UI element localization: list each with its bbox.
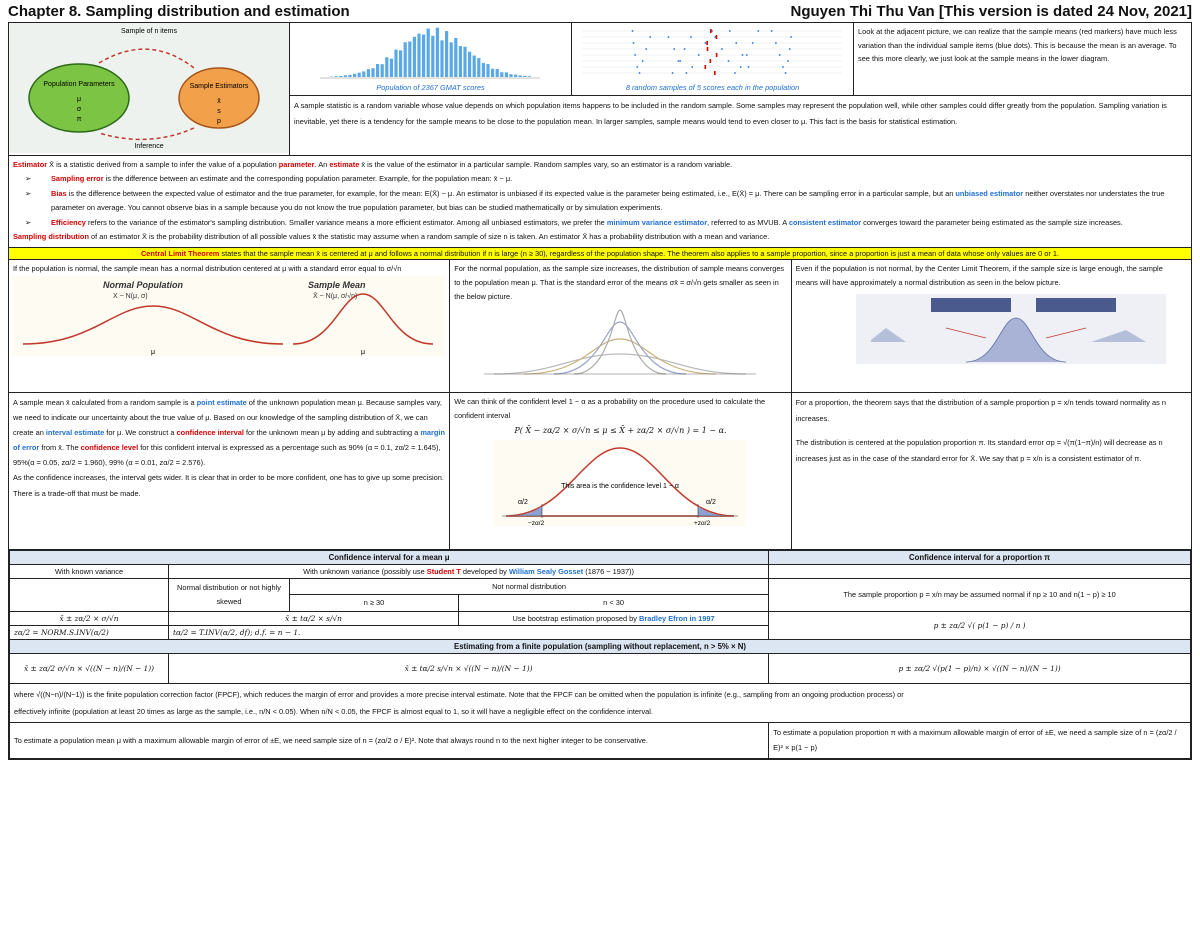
page <box>8 0 1192 760</box>
sample-means-note: Look at the adjacent picture, we can realize that the sample means (red markers) have much less variation than the individual sample items (blue dots). This is because the mean is an average. To see this more clearly, we just look at the sample means in the lower diagram. <box>858 27 1177 64</box>
histogram-bar <box>528 76 531 77</box>
histogram-bar <box>509 74 512 77</box>
sample-size-mean: To estimate a population mean μ with a maximum allowable margin of error of ±E, we need sample size of n = (zα/2 σ / E)². Note that always round n to the next higher integer to be conservative. <box>10 722 769 758</box>
histogram-bar <box>358 73 361 77</box>
gosset-term: William Sealy Gosset <box>508 566 584 576</box>
histogram-bar <box>404 42 407 77</box>
ci-row <box>9 393 1191 550</box>
histogram-bar <box>335 76 338 77</box>
t-formula: x̄ ± tα/2 × s/√n <box>169 611 459 625</box>
sigma-symbol: σ <box>76 106 82 113</box>
bootstrap-note: Use bootstrap estimation proposed by Bradley Efron in 1997 <box>459 611 769 625</box>
ci-proportion-col <box>792 393 1191 549</box>
histogram-bar <box>436 28 439 77</box>
n-lt-30-header: n < 30 <box>459 595 769 612</box>
nonnormal-to-normal-chart <box>796 290 1186 366</box>
sample-dot <box>686 72 688 74</box>
estimator-term: Estimator <box>13 160 48 169</box>
sample-dot <box>771 30 773 32</box>
sample-dot <box>698 54 700 56</box>
sample-dot <box>678 60 680 62</box>
sample-mean-marker <box>716 53 718 57</box>
histogram-bar <box>450 42 453 77</box>
histogram-bar <box>362 71 365 77</box>
sample-dot <box>746 54 748 56</box>
clt-banner <box>9 248 1191 260</box>
histogram-bar <box>348 75 351 77</box>
sample-dot <box>690 36 692 38</box>
samples-caption: 8 random samples of 5 scores each in the population <box>625 83 800 92</box>
ci-probability-col <box>450 393 791 549</box>
samples-dot-plot <box>572 23 852 81</box>
sample-of-label: Sample of n items <box>120 28 178 35</box>
margin-of-error-term: margin of error <box>13 427 445 453</box>
estimator-properties-list <box>13 172 1187 230</box>
histogram-bar <box>514 75 517 77</box>
sample-dot <box>789 48 791 50</box>
histogram-bar <box>399 50 402 77</box>
histogram-bar <box>427 29 430 77</box>
estimator-text: Estimator X̄ is a statistic derived from a sample to infer the value of a population parameter. An estimate x̄ is the value of the estimator in a particular sample. Random samples vary, so an estimator is a random variable. ➢ Sampling error is the difference between an estimate and the corresponding population parameter. Example, for the population mean: x̄ − μ. ➢ Bias is the difference between the expected value of estimator and the true parameter, for example, for the mean: E(X̄) − μ. An estimator is unbiased if its expected value is the parameter being estimated, i.e., E(X̄) = μ. There can be sampling error in a particular sample, but an unbiased estimator neither overstates nor understates the true parameter on average. You cannot observe bias in a sample because you do not know the true population parameter, but bias can be studied mathematically or by simulation experiments. ➢ Efficiency refers to the variance of the estimator's sampling distribution. Smaller variance means a more efficient estimator. Among all unbiased estimators, we prefer the minimum variance estimator, referred to as MVUB. A consistent estimator converges toward the parameter being estimated as the sample size increases. Sampling distribution of an estimator X̄ is the probability distribution of all possible values x̄ the statistic may assume when a random sample of size n is taken. An estimator X̄ has a probability distribution with a mean and variance. <box>9 156 1191 247</box>
clt-convergence-text: For the normal population, as the sample size increases, the distribution of sample means converges to the population mean μ. That is the standard error of the means σx̄ = σ/√n gets smaller as seen in the below picture. <box>454 263 785 301</box>
confidence-interval-term: confidence interval <box>176 427 244 437</box>
sample-dot <box>735 42 737 44</box>
sampling-error-item: ➢ Sampling error is the difference between an estimate and the corresponding population parameter. Example, for the population mean: x̄ − μ. <box>25 172 1187 186</box>
histogram-bar <box>344 75 347 77</box>
area-label: This area is the confidence level 1 − α <box>561 482 680 490</box>
mv-estimator-term: minimum variance estimator <box>606 217 708 227</box>
finite-population-header: Estimating from a finite population (sampling without replacement, n > 5% × N) <box>10 639 1191 653</box>
sample-dot <box>704 42 706 44</box>
bias-term: Bias <box>51 188 67 198</box>
proportion-normality-text: For a proportion, the theorem says that the distribution of a sample proportion p = x/n tends toward normality as n increases. <box>795 397 1167 423</box>
histogram-bar <box>353 74 356 77</box>
histogram-bar <box>431 36 434 77</box>
efficiency-item: ➢ Efficiency refers to the variance of the estimator's sampling distribution. Smaller variance means a more efficient estimator. Among all unbiased estimators, we prefer the minimum variance estimator, referred to as MVUB. A consistent estimator converges toward the parameter being estimated as the sample size increases. <box>25 216 1187 230</box>
unbiased-estimator-term: unbiased estimator <box>955 188 1024 198</box>
sample-dot <box>782 66 784 68</box>
confidence-level-chart <box>454 438 786 528</box>
n-ge-30-header: n ≥ 30 <box>290 595 459 612</box>
sample-mean-marker <box>710 29 712 33</box>
histogram-bar <box>505 72 508 77</box>
histogram-bar <box>376 64 379 77</box>
sample-dot <box>649 36 651 38</box>
top-right <box>290 23 1192 155</box>
sample-mean-marker <box>704 65 706 69</box>
student-t-term: Student T <box>426 566 461 576</box>
sample-mean-sub: X̄ ~ N(μ, σ/√n) <box>313 292 358 300</box>
histogram-bar <box>390 59 393 77</box>
population-label: Population Parameters <box>43 81 115 88</box>
unknown-variance-header: With unknown variance (possibly use Student T developed by William Sealy Gosset (1876 − 1937)) <box>169 564 769 578</box>
sampling-distribution-term: Sampling distribution <box>13 232 89 242</box>
known-variance-header: With known variance <box>10 564 169 578</box>
clt-normal-text: If the population is normal, the sample mean has a normal distribution centered at μ with a standard error equal to σ/√n <box>13 263 402 273</box>
sample-mean-marker <box>706 41 708 45</box>
normal-population-label: Normal Population <box>103 279 184 290</box>
histogram-bar <box>482 63 485 77</box>
inference-label: Inference <box>134 143 164 150</box>
sample-dot <box>636 66 638 68</box>
histogram-bar <box>413 37 416 77</box>
clt-nonnormal-text: Even if the population is not normal, by the Center Limit Theorem, if the sample size is large enough, the sample means will have approximately a normal distribution as seen in the below picture. <box>795 263 1163 287</box>
histogram-bar <box>496 69 499 77</box>
proportion-formula: p ± zα/2 √( p(1 − p) / n ) <box>769 611 1191 639</box>
z-left-label: −zα/2 <box>528 519 545 527</box>
sample-dot <box>668 36 670 38</box>
alpha-left-label: α/2 <box>518 498 529 506</box>
histogram-bar <box>394 50 397 77</box>
histogram-bar <box>417 34 420 77</box>
gmat-histogram-svg <box>290 23 570 81</box>
sample-dot <box>634 54 636 56</box>
estimate-term: estimate <box>329 160 360 169</box>
tradeoff-note: As the confidence increases, the interval gets wider. It is clear that in order to be more confident, one has to give up some precision. There is a trade-off that must be made. <box>13 473 444 498</box>
histogram-bar <box>491 69 494 77</box>
estimator-block <box>9 156 1191 248</box>
pi-symbol: π <box>76 116 82 123</box>
sample-size-proportion: To estimate a population proportion π with a maximum allowable margin of error of ±E, we need a sample size of n = (zα/2 / E)² × p(1 − p) <box>769 722 1191 758</box>
sample-dot <box>790 36 792 38</box>
sample-dot <box>734 72 736 74</box>
ci-formula-table <box>9 550 1191 759</box>
histogram-bar <box>381 64 384 77</box>
histogram-bar <box>422 34 425 77</box>
sample-dot <box>752 42 754 44</box>
histogram-bar <box>523 76 526 77</box>
sample-dot <box>642 60 644 62</box>
top-right-upper <box>290 23 1192 96</box>
normal-vs-sample-mean-chart <box>13 276 445 356</box>
sample-dot <box>775 42 777 44</box>
estimator-def: X̄ is a statistic derived from a sample to infer the value of a population <box>47 160 279 169</box>
sample-mean-marker <box>714 71 716 75</box>
t-definition: tα/2 = T.INV(α/2, df); d.f. = n − 1. <box>169 625 769 639</box>
normal-dist-header: Normal distribution or not highly skewed <box>169 578 290 611</box>
sample-dot <box>691 66 693 68</box>
proportion-ci-header: Confidence interval for a proportion π <box>769 550 1191 564</box>
histogram-bar <box>463 47 466 77</box>
sample-mean-marker <box>716 35 718 39</box>
clt-convergence-col <box>450 260 791 392</box>
sampling-error-term: Sampling error <box>51 174 104 184</box>
sample-dot <box>728 60 730 62</box>
finite-known-formula: x̄ ± zα/2 σ/√n × √((N − n)/(N − 1)) <box>10 653 169 683</box>
z-definition: zα/2 = NORM.S.INV(α/2) <box>10 625 169 639</box>
clt-normal-col <box>9 260 450 392</box>
inference-diagram <box>9 23 290 155</box>
sample-mean-marker <box>710 59 712 63</box>
fpcf-note: where √((N−n)/(N−1)) is the finite population correction factor (FPCF), which reduces the margin of error and provides a more precise interval estimate. Note that the FPCF can be omitted when the population is infinite (e.g., sampling from an ongoing production process) or effectively infinite (population at least 20 times as large as the sample, i.e., n/N < 0.05). When n/N < 0.05, the FPCF is almost equal to 1, so it will have a negligible effect on the confidence interval. <box>10 683 1191 722</box>
histogram-bar <box>468 52 471 77</box>
sample-dot <box>645 48 647 50</box>
sample-mean-label: Sample Mean <box>308 279 366 290</box>
not-normal-header: Not normal distribution <box>290 578 769 595</box>
parameter-term: parameter <box>278 160 315 169</box>
known-variance-formula: x̄ ± zα/2 × σ/√n <box>10 611 169 625</box>
histogram-bar <box>339 76 342 77</box>
sample-dot <box>740 66 742 68</box>
sample-dot <box>672 72 674 74</box>
alpha-right-label: α/2 <box>706 498 717 506</box>
s-symbol: s <box>217 108 221 115</box>
efron-term: Bradley Efron in 1997 <box>639 613 715 623</box>
histogram-bar <box>371 68 374 77</box>
histogram-bar <box>454 38 457 77</box>
histogram-bar <box>408 41 411 77</box>
sample-label: Sample Estimators <box>189 83 249 90</box>
clt-term: Central Limit Theorem <box>140 248 220 258</box>
efficiency-term: Efficiency <box>51 217 86 227</box>
sample-dot <box>742 54 744 56</box>
inference-cycle-illustration <box>9 23 289 153</box>
mu-symbol: μ <box>76 96 82 103</box>
sample-dot <box>673 48 675 50</box>
histogram-bar <box>367 69 370 77</box>
ci-probability-text: We can think of the confident level 1 − α as a probability on the procedure used to calculate the confident interval <box>454 396 766 420</box>
histogram-bar <box>473 56 476 77</box>
clt-text: states that the sample mean x̄ is centered at μ and follows a normal distribution if n is large (n ≥ 30), regardless of the population shape. The theorem also applies to a sample proportion, since a proportion is just a mean of data whose only values are 0 or 1. <box>219 248 1060 258</box>
histogram-bar <box>500 72 503 77</box>
title-bar <box>8 0 1192 22</box>
sample-dot <box>787 60 789 62</box>
histogram-caption: Population of 2367 GMAT scores <box>376 83 485 92</box>
converging-curves-chart <box>454 304 786 380</box>
sample-dot <box>757 30 759 32</box>
sample-dot <box>639 72 641 74</box>
sample-mean-marker <box>707 47 709 51</box>
page-title: Chapter 8. Sampling distribution and estimation <box>8 2 350 20</box>
sample-statistic-note: A sample statistic is a random variable whose value depends on which population items happens to be included in the random sample. Some samples may represent the population well, while other samples could differ greatly from the population. Sampling variation is inevitable, yet there is a tendency for the sample means to be close to the population mean. In larger samples, sample means would tend to even closer to μ. This fact is the basis for statistical estimation. <box>294 101 1167 126</box>
proportion-condition: The sample proportion p = x/n may be assumed normal if np ≥ 10 and n(1 − p) ≥ 10 <box>769 578 1191 611</box>
proportion-se-text: The distribution is centered at the population proportion π. Its standard error σp = √(π(1−π)/n) will decrease as n increases just as in the case of the standard error for X̄. We say that p = x/n is a consistent estimator of π. <box>795 438 1163 464</box>
sample-dot <box>684 48 686 50</box>
clt-row <box>9 260 1191 393</box>
finite-proportion-formula: p ± zα/2 √(p(1 − p)/n) × √((N − n)/(N − 1)) <box>769 653 1191 683</box>
histogram-bar <box>445 31 448 77</box>
sample-dot <box>729 30 731 32</box>
sample-dot <box>632 30 634 32</box>
cheat-sheet <box>8 22 1192 760</box>
histogram-bar <box>519 75 522 77</box>
z-right-label: +zα/2 <box>694 519 711 527</box>
clt-nonnormal-col <box>792 260 1191 392</box>
sample-dot <box>679 60 681 62</box>
author-line: Nguyen Thi Thu Van [This version is dated 24 Nov, 2021] <box>790 2 1192 20</box>
mean-ci-header: Confidence interval for a mean μ <box>10 550 769 564</box>
finite-t-formula: x̄ ± tα/2 s/√n × √((N − n)/(N − 1)) <box>169 653 769 683</box>
p-symbol: p <box>217 118 221 125</box>
sample-dot <box>721 48 723 50</box>
interval-estimate-term: interval estimate <box>45 427 105 437</box>
ci-explanation-col: A sample mean x̄ calculated from a random sample is a point estimate of the unknown population mean μ. Because samples vary, we need to indicate our uncertainty about the true value of μ. Based on our knowledge of the sampling distribution of X̄, we can create an interval estimate for μ. We construct a confidence interval for the unknown mean μ by adding and subtracting a margin of error from x̄. The confidence level for this confident interval is expressed as a percentage such as 90% (α = 0.1, zα/2 = 1.645), 95%(α = 0.05, zα/2 = 1.960), 99% (α = 0.01, zα/2 = 2.576). As the confidence increases, the interval gets wider. It is clear that in order to be more confident, one has to give up some precision. There is a trade-off that must be made. <box>9 393 450 549</box>
mu-label-right: μ <box>360 348 366 356</box>
ci-probability-formula: P( X̄ − zα/2 × σ/√n ≤ μ ≤ X̄ + zα/2 × σ/√n ) = 1 − α. <box>514 425 727 435</box>
sample-dot <box>633 42 635 44</box>
mu-label-left: μ <box>150 348 156 356</box>
histogram-bar <box>440 40 443 77</box>
histogram-bar <box>385 57 388 77</box>
point-estimate-term: point estimate <box>196 397 247 407</box>
sample-dot <box>748 66 750 68</box>
normal-population-sub: X ~ N(μ, σ) <box>113 292 148 300</box>
xbar-symbol: x̄ <box>217 98 221 105</box>
histogram-bar <box>459 46 462 77</box>
histogram-bar <box>486 64 489 77</box>
gmat-histogram <box>290 23 572 95</box>
sample-dot <box>785 72 787 74</box>
samples-plot <box>572 23 854 95</box>
top-row <box>9 23 1191 156</box>
histogram-bar <box>477 58 480 77</box>
confidence-level-term: confidence level <box>80 443 139 453</box>
sample-dot <box>779 54 781 56</box>
bias-item: ➢ Bias is the difference between the expected value of estimator and the true parameter, for example, for the mean: E(X̄) − μ. An estimator is unbiased if its expected value is the parameter being estimated, i.e., E(X̄) = μ. There can be sampling error in a particular sample, but an unbiased estimator neither overstates nor understates the true parameter on average. You cannot observe bias in a sample because you do not know the true population parameter, but bias can be studied mathematically or by simulation experiments. <box>25 187 1187 216</box>
consistent-estimator-term: consistent estimator <box>788 217 862 227</box>
